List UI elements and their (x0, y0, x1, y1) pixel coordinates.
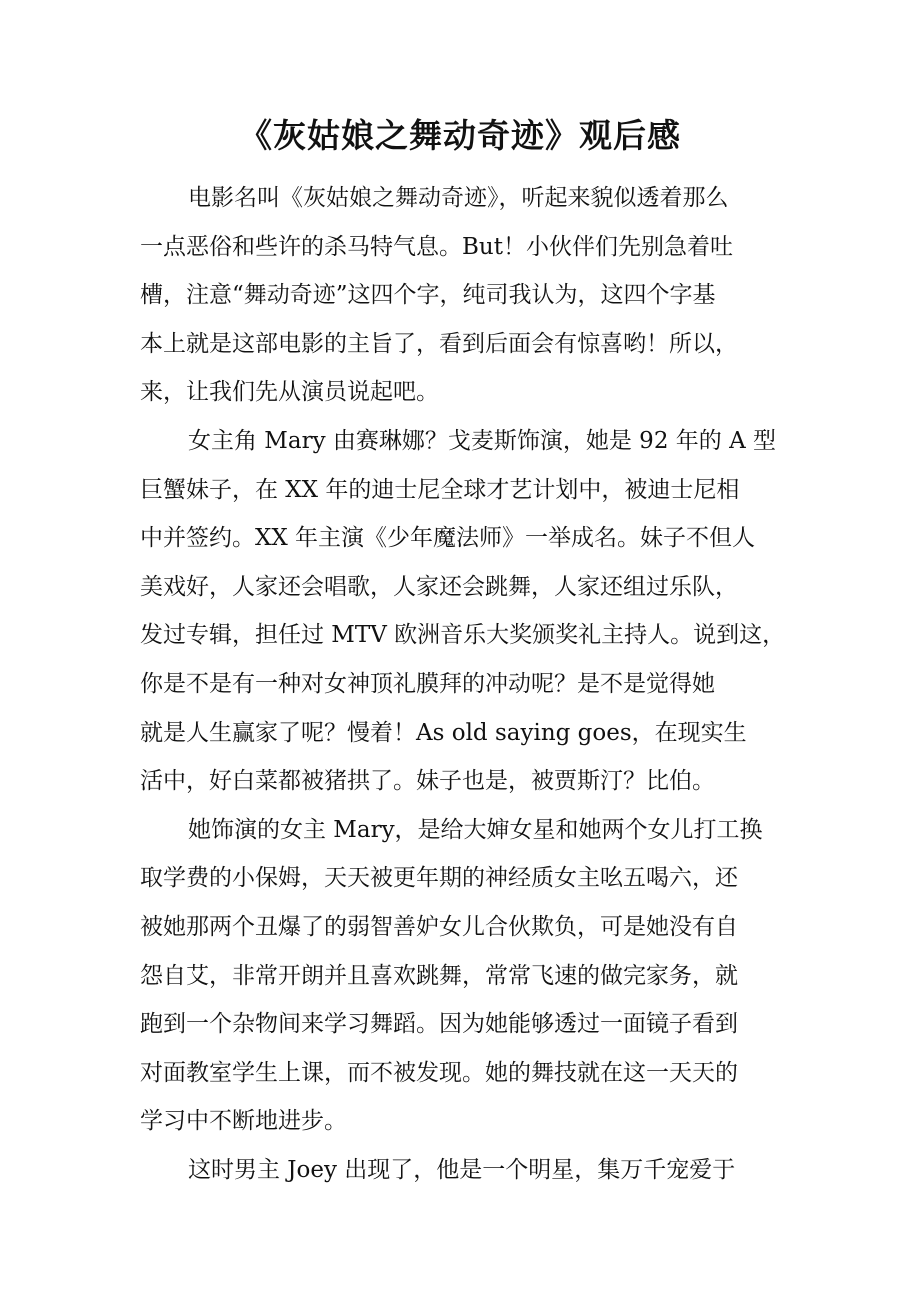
text-line: 本上就是这部电影的主旨了，看到后面会有惊喜哟！所以， (140, 330, 738, 357)
text-line: 就是人生赢家了呢？慢着！As old saying goes，在现实生 (140, 719, 747, 746)
text-line: 巨蟹妹子，在 XX 年的迪士尼全球才艺计划中，被迪士尼相 (140, 476, 740, 503)
paragraph-actress (140, 417, 800, 806)
text-line: 她饰演的女主 Mary，是给大婶女星和她两个女儿打工换 (188, 816, 763, 843)
paragraph-character (140, 806, 800, 1146)
text-line: 取学费的小保姆，天天被更年期的神经质女主吆五喝六，还 (140, 865, 738, 892)
text-line: 跑到一个杂物间来学习舞蹈。因为她能够透过一面镜子看到 (140, 1011, 738, 1038)
text-line: 中并签约。XX 年主演《少年魔法师》一举成名。妹子不但人 (140, 525, 756, 552)
text-line: 活中，好白菜都被猪拱了。妹子也是，被贾斯汀？比伯。 (140, 768, 715, 795)
text-line: 被她那两个丑爆了的弱智善妒女儿合伙欺负，可是她没有自 (140, 913, 738, 940)
paragraph-male-lead (140, 1146, 800, 1195)
document-body (140, 174, 800, 1194)
text-line: 这时男主 Joey 出现了，他是一个明星，集万千宠爱于 (188, 1156, 736, 1183)
text-line: 学习中不断地进步。 (140, 1108, 347, 1135)
document-title: 《灰姑娘之舞动奇迹》观后感 (239, 116, 681, 155)
text-line: 电影名叫《灰姑娘之舞动奇迹》，听起来貌似透着那么 (188, 185, 729, 211)
text-line: 来，让我们先从演员说起吧。 (140, 379, 439, 406)
text-line: 槽，注意“舞动奇迹”这四个字，纯司我认为，这四个字基 (140, 282, 716, 309)
text-line: 发过专辑，担任过 MTV 欧洲音乐大奖颁奖礼主持人。说到这， (140, 622, 786, 649)
text-line: 你是不是有一种对女神顶礼膜拜的冲动呢？是不是觉得她 (140, 670, 715, 697)
text-line: 女主角 Mary 由赛琳娜？戈麦斯饰演，她是 92 年的 A 型 (188, 427, 776, 454)
text-line: 美戏好，人家还会唱歌，人家还会跳舞，人家还组过乐队， (140, 573, 738, 600)
text-line: 对面教室学生上课，而不被发现。她的舞技就在这一天天的 (140, 1059, 738, 1086)
paragraph-intro (140, 174, 800, 417)
text-line: 一点恶俗和些许的杀马特气息。But！小伙伴们先别急着吐 (140, 233, 733, 260)
text-line: 怨自艾，非常开朗并且喜欢跳舞，常常飞速的做完家务，就 (140, 962, 738, 989)
